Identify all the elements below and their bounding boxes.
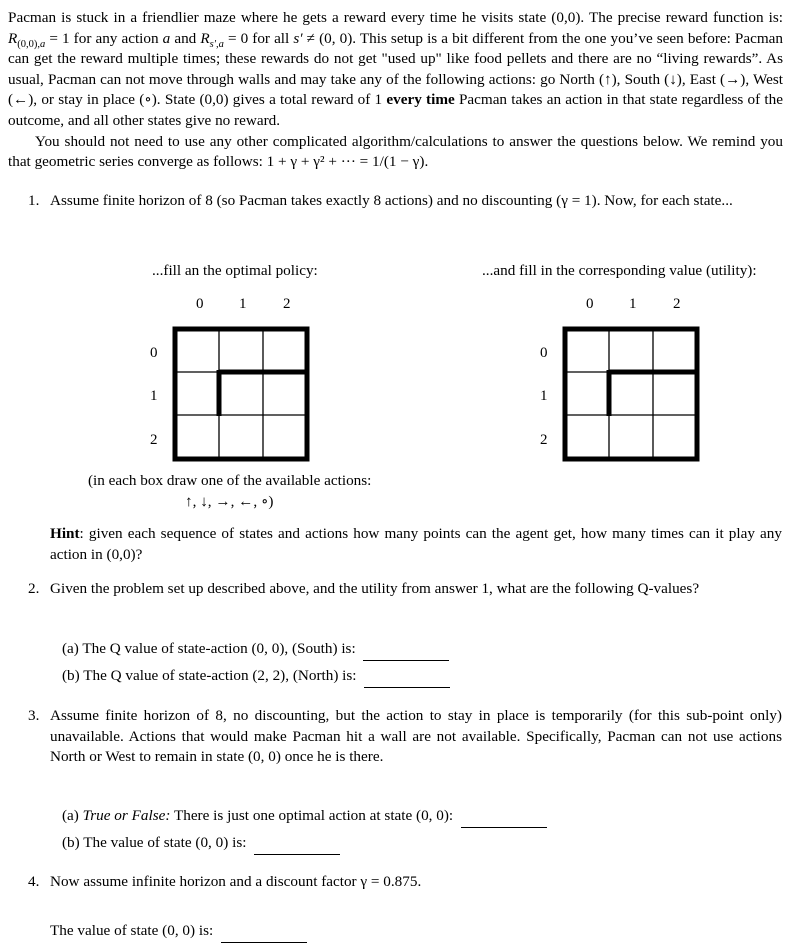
question-4-number: 4. (28, 873, 40, 890)
policy-grid-label: ...fill an the optimal policy: (152, 262, 318, 279)
reward-subscript-state: (0,0), (17, 38, 41, 50)
question-3-number: 3. (28, 707, 40, 724)
answer-2b-blank[interactable] (364, 666, 450, 688)
value-grid-label: ...and fill in the corresponding value (utility): (482, 262, 757, 279)
value-cell-2-2[interactable] (654, 416, 696, 457)
value-col-2: 2 (673, 296, 681, 312)
policy-cell-2-1[interactable] (220, 416, 262, 457)
value-cell-2-1[interactable] (610, 416, 652, 457)
reward-symbol-2: R (200, 29, 210, 47)
reward-symbol: R (8, 29, 18, 47)
value-cell-0-1[interactable] (610, 331, 652, 372)
question-4-answer-text: The value of state (0, 0) is: (50, 922, 214, 939)
value-col-1: 1 (629, 296, 637, 312)
answer-4-blank[interactable] (221, 921, 307, 943)
policy-col-2: 2 (283, 296, 291, 312)
question-3a (62, 806, 547, 828)
value-row-2: 2 (540, 432, 548, 448)
answer-2a-blank[interactable] (363, 639, 449, 661)
reward-subscript-2: s′,a (209, 38, 224, 50)
value-row-0: 0 (540, 345, 548, 361)
answer-3a-blank[interactable] (461, 806, 547, 828)
hint-text: : given each sequence of states and actions how many points can the agent get, how many times can it play any action in (0,0)? (50, 525, 782, 563)
geometric-series-paragraph: You should not need to use any other complicated algorithm/calculations to answer the questions below. We remind you that geometric series converge as follows: 1 + γ + γ² + ··· = 1/(1 − γ). (8, 132, 783, 171)
question-1-number: 1. (28, 192, 40, 209)
policy-row-2: 2 (150, 432, 158, 448)
intro-text-b: ≠ (0, 0). This setup is a bit different from the one you’ve seen before: Pacman can get the reward multiple times; these rewards do not get "used up" like food pellets and there are no “living rewards”. As usual, Pacman can not move through walls and may take any of the following actions: go North (↑), South (↓), East (→), West (←), or stay in place (∘). State (0,0) gives a total reward of 1 (8, 29, 783, 109)
question-3a-italic: True or False: (82, 807, 171, 824)
hint-label: Hint (50, 525, 80, 542)
policy-cell-1-2[interactable] (264, 373, 306, 415)
reward-equation-2: = 0 for all (223, 29, 294, 47)
action-variable: a (162, 29, 171, 47)
reward-subscript-action: a (40, 38, 46, 50)
policy-cell-1-0[interactable] (177, 373, 219, 415)
intro-paragraph (8, 8, 783, 173)
every-time-bold: every time (386, 91, 455, 109)
action-symbols: ↑, ↓, →, ←, ∘) (185, 493, 274, 510)
intro-text-end: Pacman takes an action in that state regardless of the outcome, and all other states give no reward. (8, 91, 783, 129)
value-cell-0-2[interactable] (654, 331, 696, 372)
question-3b-text: (b) The value of state (0, 0) is: (62, 834, 247, 851)
question-3a-text: There is just one optimal action at state (0, 0): (170, 807, 454, 824)
state-variable: s′ (293, 29, 303, 47)
question-3-text: Assume finite horizon of 8, no discounting, but the action to stay in place is temporarily (for this sub-point only) unavailable. Actions that would make Pacman hit a wall are not available. Specifically, Pacman can not use actions North or West to remain in state (0, 0) once he is there. (50, 707, 782, 766)
value-cell-1-2[interactable] (654, 373, 696, 415)
answer-3b-blank[interactable] (254, 833, 340, 855)
value-cell-2-0[interactable] (567, 416, 609, 457)
policy-row-0: 0 (150, 345, 158, 361)
and-text: and (170, 29, 201, 47)
question-4-answer (50, 921, 307, 943)
policy-cell-0-0[interactable] (177, 331, 219, 372)
question-2-number: 2. (28, 580, 40, 597)
policy-row-1: 1 (150, 388, 158, 404)
question-2-text: Given the problem set up described above, and the utility from answer 1, what are the following Q-values? (50, 580, 700, 597)
value-cell-1-0[interactable] (567, 373, 609, 415)
policy-cell-0-1[interactable] (220, 331, 262, 372)
policy-col-1: 1 (239, 296, 247, 312)
value-cell-1-1[interactable] (610, 373, 652, 415)
question-2b (62, 666, 450, 688)
reward-equation-1: = 1 for any action (45, 29, 163, 47)
intro-text-a: Pacman is stuck in a friendlier maze where he gets a reward every time he visits state (0,0). The precise reward function is: (8, 9, 783, 26)
value-cell-0-0[interactable] (567, 331, 609, 372)
policy-cell-2-0[interactable] (177, 416, 219, 457)
question-1-text: Assume finite horizon of 8 (so Pacman takes exactly 8 actions) and no discounting (γ = 1). Now, for each state... (50, 192, 733, 209)
policy-cell-1-1[interactable] (220, 373, 262, 415)
question-4-text: Now assume infinite horizon and a discount factor γ = 0.875. (50, 873, 422, 890)
question-2a (62, 639, 449, 661)
hint (50, 524, 782, 565)
question-2b-text: (b) The Q value of state-action (2, 2), (North) is: (62, 667, 357, 684)
value-grid (562, 326, 700, 462)
action-instruction: (in each box draw one of the available actions: (88, 472, 372, 489)
value-col-0: 0 (586, 296, 594, 312)
question-2a-text: (a) The Q value of state-action (0, 0), (South) is: (62, 640, 356, 657)
policy-grid (172, 326, 310, 462)
policy-cell-2-2[interactable] (264, 416, 306, 457)
question-3b (62, 833, 340, 855)
policy-col-0: 0 (196, 296, 204, 312)
question-3a-prefix: (a) (62, 807, 83, 824)
value-row-1: 1 (540, 388, 548, 404)
policy-cell-0-2[interactable] (264, 331, 306, 372)
